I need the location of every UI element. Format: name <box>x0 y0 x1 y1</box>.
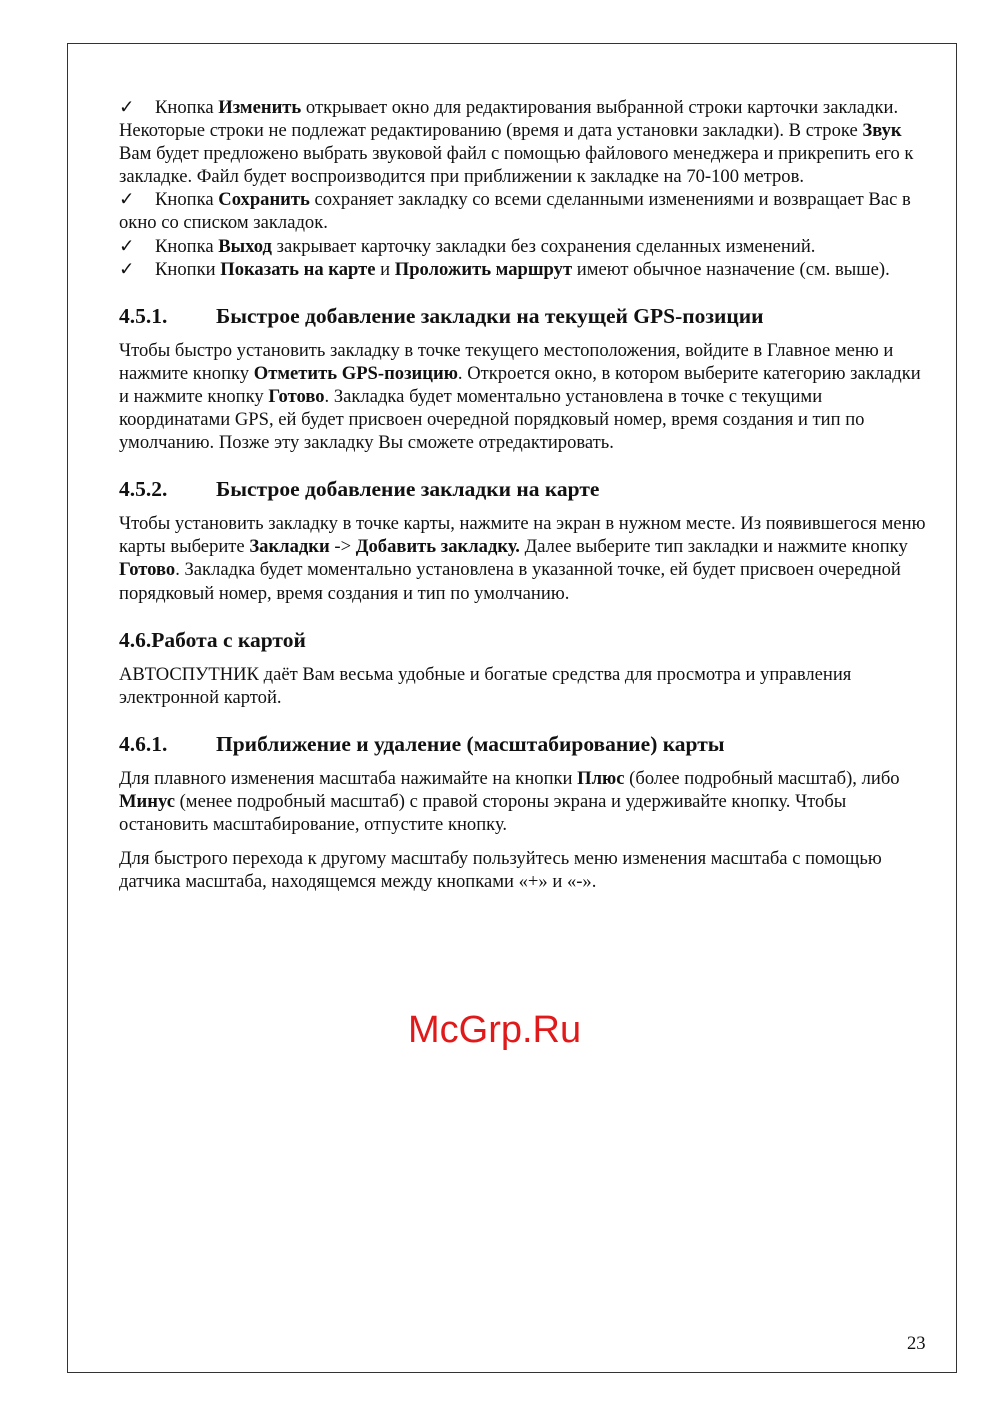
text-run: Кнопки <box>155 258 221 280</box>
text-run: закрывает карточку закладки без сохранения сделанных изменений. <box>271 235 816 257</box>
text-run: Чтобы установить закладку в точке карты, нажмите на экран в нужном месте. Из появившегося меню карты выберите <box>119 513 926 558</box>
paragraph <box>119 767 931 836</box>
bold-term: Звук <box>862 120 902 142</box>
checkmark-icon: ✓ <box>119 189 135 211</box>
text-run: Для быстрого перехода к другому масштабу пользуйтесь меню изменения масштаба с помощью датчика масштаба, находящемся между кнопками «+» и «-». <box>119 848 882 893</box>
heading-4-5-1 <box>119 303 931 329</box>
bold-term: Готово <box>268 385 325 407</box>
section-title: 4.6.Работа с картой <box>119 627 306 652</box>
bold-term: Сохранить <box>218 189 310 211</box>
section-title: Быстрое добавление закладки на текущей GPS-позиции <box>216 303 764 328</box>
checkmark-icon: ✓ <box>119 235 135 257</box>
page-number: 23 <box>907 1333 926 1354</box>
watermark: McGrp.Ru <box>408 1009 582 1051</box>
paragraph <box>119 847 931 893</box>
paragraph <box>119 339 931 454</box>
paragraph-text <box>119 512 931 604</box>
paragraph-text <box>119 663 931 709</box>
section-number: 4.6.1. <box>119 731 168 756</box>
heading-4-6 <box>119 627 931 653</box>
bullet-item <box>119 235 931 258</box>
section-title: Приближение и удаление (масштабирование) карты <box>216 731 725 756</box>
text-run: . Закладка будет моментально установлена в точке с текущими координатами GPS, ей будет присвоен очередной порядковый номер, время создания и тип по умолчанию. Позже эту закладку Вы сможете отредактировать. <box>119 385 865 454</box>
text-run: Вам будет предложено выбрать звуковой файл с помощью файлового менеджера и прикрепить его к закладке. Файл будет воспроизводится при приближении к закладке на 70-100 метров. <box>119 143 914 188</box>
heading-4-6-1 <box>119 731 931 757</box>
paragraph-text <box>119 847 931 893</box>
checkmark-icon: ✓ <box>119 258 135 280</box>
text-run: сохраняет закладку со всеми сделанными изменениями и возвращает Вас в окно со списком закладок. <box>119 189 911 234</box>
text-run: Кнопка <box>155 97 219 118</box>
checkmark-icon: ✓ <box>119 97 135 118</box>
bold-term: Выход <box>218 235 272 257</box>
bold-term: Отметить GPS-позицию <box>253 362 458 384</box>
text-run: Кнопка <box>155 235 219 257</box>
bold-term: Плюс <box>577 767 625 789</box>
bold-term: Изменить <box>218 97 302 118</box>
text-run: открывает окно для редактирования выбранной строки карточки закладки. Некоторые строки не подлежат редактированию (время и дата установки закладки). В строке <box>119 97 899 142</box>
text-run: -> <box>329 536 356 558</box>
text-run: (менее подробный масштаб) с правой стороны экрана и удерживайте кнопку. Чтобы остановить масштабирование, отпустите кнопку. <box>119 790 847 835</box>
bullet-item <box>119 258 931 281</box>
bold-term: Проложить маршрут <box>394 258 573 280</box>
bullet-item <box>119 96 931 188</box>
page-content <box>119 96 931 893</box>
bold-term: Добавить закладку. <box>355 536 520 558</box>
text-run: АВТОСПУТНИК даёт Вам весьма удобные и богатые средства для просмотра и управления электронной картой. <box>119 663 852 708</box>
paragraph-text <box>119 767 931 836</box>
bullet-list <box>119 96 931 281</box>
section-number: 4.5.2. <box>119 477 168 502</box>
text-run: имеют обычное назначение (см. выше). <box>572 258 890 280</box>
text-run: (более подробный масштаб), либо <box>624 767 900 789</box>
text-run: . Закладка будет моментально установлена в указанной точке, ей будет присвоен очередной порядковый номер, время создания и тип по умолчанию. <box>119 559 901 604</box>
text-run: Чтобы быстро установить закладку в точке текущего местоположения, войдите в Главное меню и нажмите кнопку <box>119 339 894 384</box>
section-number: 4.5.1. <box>119 303 168 328</box>
text-run: и <box>375 258 395 280</box>
text-run: Далее выберите тип закладки и нажмите кнопку <box>519 536 908 558</box>
bold-term: Готово <box>119 559 176 581</box>
bullet-item <box>119 188 931 234</box>
paragraph <box>119 663 931 709</box>
bold-term: Закладки <box>249 536 330 558</box>
bold-term: Минус <box>119 790 175 812</box>
paragraph <box>119 512 931 604</box>
heading-4-5-2 <box>119 476 931 502</box>
text-run: Для плавного изменения масштаба нажимайте на кнопки <box>119 767 578 789</box>
bold-term: Показать на карте <box>220 258 376 280</box>
text-run: . Откроется окно, в котором выберите категорию закладки и нажмите кнопку <box>119 362 921 407</box>
text-run: Кнопка <box>155 189 219 211</box>
paragraph-text <box>119 339 931 454</box>
section-title: Быстрое добавление закладки на карте <box>216 477 600 502</box>
